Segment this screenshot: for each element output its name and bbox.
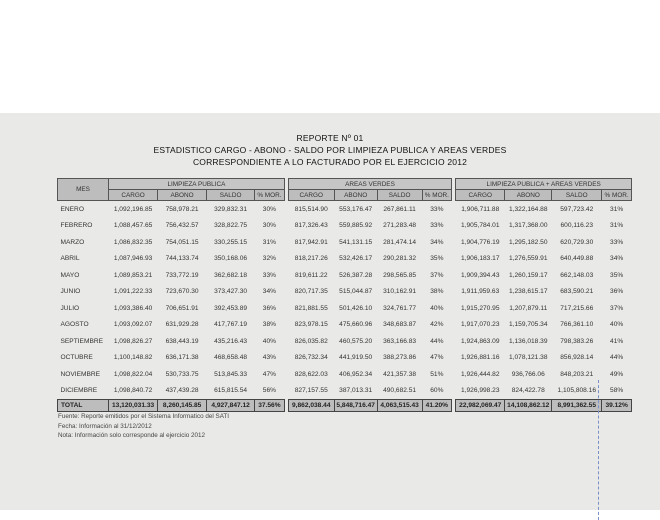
subheader-cargo: CARGO: [456, 190, 505, 201]
group-header-av: AREAS VERDES: [288, 179, 451, 190]
month-cell: MARZO: [60, 238, 85, 246]
value-cell: 1,906,711.88: [461, 205, 500, 213]
value-cell: 33%: [262, 271, 276, 279]
value-cell: 827,157.55: [294, 387, 328, 395]
value-cell: 1,087,946.93: [113, 255, 153, 263]
value-cell: 30%: [262, 205, 276, 213]
value-cell: 47%: [430, 354, 444, 362]
value-cell: 4,927,847.12: [207, 400, 255, 412]
value-cell: 267,861.11: [383, 205, 416, 213]
value-cell: 798,383.26: [560, 337, 594, 345]
value-cell: 34%: [262, 288, 276, 296]
value-cell: 826,732.34: [294, 354, 328, 362]
value-cell: 42%: [430, 321, 444, 329]
report-title: ESTADISTICO CARGO - ABONO - SALDO POR LIMPIEZA PUBLICA Y AREAS VERDES: [153, 145, 507, 155]
value-cell: 1,926,881.16: [461, 354, 500, 362]
value-cell: 1,317,368.00: [508, 222, 548, 230]
value-cell: 1,915,270.95: [461, 304, 500, 312]
subheader-abono: ABONO: [334, 190, 377, 201]
value-cell: 290,281.32: [383, 255, 417, 263]
value-cell: 35%: [430, 255, 444, 263]
value-cell: 1,089,853.21: [113, 271, 153, 279]
value-cell: 44%: [430, 337, 444, 345]
group-header-lp: LIMPIEZA PUBLICA: [109, 179, 285, 190]
value-cell: 33%: [430, 205, 444, 213]
value-cell: 14,108,862.12: [505, 400, 552, 412]
value-cell: 40%: [262, 337, 276, 345]
value-cell: 475,660.96: [339, 321, 373, 329]
value-cell: 1,086,832.35: [113, 238, 153, 246]
value-cell: 826,035.82: [294, 337, 328, 345]
value-cell: 392,453.89: [214, 304, 248, 312]
value-cell: 1,093,092.07: [113, 321, 153, 329]
value-cell: 1,098,826.27: [113, 337, 153, 345]
value-cell: 41%: [610, 337, 624, 345]
value-cell: 60%: [430, 387, 444, 395]
value-cell: 34%: [610, 255, 624, 263]
value-cell: 271,283.48: [383, 222, 417, 230]
value-cell: 1,917,070.23: [461, 321, 500, 329]
value-cell: 723,670.30: [165, 288, 199, 296]
value-cell: 717,215.66: [560, 304, 594, 312]
value-cell: 754,051.15: [165, 238, 199, 246]
value-cell: 435,216.43: [214, 337, 248, 345]
value-cell: 1,088,457.65: [113, 222, 153, 230]
value-cell: 40%: [430, 304, 444, 312]
month-cell: JULIO: [60, 304, 80, 312]
value-cell: 33%: [430, 222, 444, 230]
month-cell: ABRIL: [60, 255, 80, 263]
value-cell: 324,761.77: [383, 304, 417, 312]
value-cell: 683,590.21: [560, 288, 594, 296]
value-cell: 468,658.48: [214, 354, 248, 362]
value-cell: 662,148.03: [560, 271, 594, 279]
subheader-saldo: SALDO: [207, 190, 255, 201]
table-row: [58, 317, 632, 334]
value-cell: 43%: [262, 354, 276, 362]
value-cell: 1,093,386.40: [113, 304, 153, 312]
value-cell: 821,881.55: [294, 304, 328, 312]
value-cell: 49%: [610, 370, 624, 378]
received-stamp: [598, 380, 660, 520]
value-cell: 40%: [610, 321, 624, 329]
value-cell: 9,862,038.44: [288, 400, 334, 412]
value-cell: 38%: [262, 321, 276, 329]
value-cell: 1,926,998.23: [461, 387, 500, 395]
value-cell: 22,982,069.47: [456, 400, 505, 412]
subheader-mor: % MOR.: [602, 190, 632, 201]
value-cell: 363,166.83: [383, 337, 417, 345]
value-cell: 38%: [430, 288, 444, 296]
subheader-abono: ABONO: [158, 190, 207, 201]
value-cell: 553,176.47: [339, 205, 373, 213]
value-cell: 513,845.33: [214, 370, 248, 378]
value-cell: 1,276,559.91: [508, 255, 548, 263]
month-cell: TOTAL: [58, 400, 109, 412]
table-row: [58, 300, 632, 317]
value-cell: 31%: [262, 238, 276, 246]
table-row: [58, 251, 632, 268]
value-cell: 819,611.22: [295, 271, 328, 279]
value-cell: 329,832.31: [214, 205, 248, 213]
table-row: [58, 284, 632, 301]
value-cell: 600,116.23: [560, 222, 593, 230]
note-remark: Nota: Información solo corresponde al ejercicio 2012: [58, 432, 206, 439]
value-cell: 1,238,615.17: [508, 288, 548, 296]
value-cell: 615,815.54: [214, 387, 248, 395]
value-cell: 640,449.88: [560, 255, 594, 263]
month-cell: ENERO: [60, 205, 84, 213]
value-cell: 373,427.30: [214, 288, 248, 296]
value-cell: 362,682.18: [214, 271, 248, 279]
value-cell: 756,432.57: [165, 222, 199, 230]
value-cell: 39.12%: [602, 400, 632, 412]
value-cell: 530,733.75: [165, 370, 199, 378]
month-cell: SEPTIEMBRE: [60, 337, 104, 345]
value-cell: 47%: [262, 370, 276, 378]
value-cell: 460,575.20: [339, 337, 373, 345]
value-cell: 35%: [610, 271, 624, 279]
value-cell: 733,772.19: [165, 271, 199, 279]
value-cell: 41.20%: [422, 400, 452, 412]
value-cell: 36%: [262, 304, 276, 312]
value-cell: 490,682.51: [383, 387, 417, 395]
value-cell: 758,978.21: [165, 205, 199, 213]
table-row: [58, 366, 632, 383]
value-cell: 828,622.03: [294, 370, 328, 378]
value-cell: 526,387.28: [339, 271, 373, 279]
value-cell: 1,207,879.11: [509, 304, 548, 312]
value-cell: 31%: [610, 205, 624, 213]
value-cell: 31%: [610, 222, 624, 230]
table-row: [58, 234, 632, 251]
value-cell: 848,203.21: [560, 370, 594, 378]
value-cell: 298,565.85: [383, 271, 417, 279]
value-cell: 1,098,822.04: [113, 370, 153, 378]
value-cell: 1,078,121.38: [508, 354, 548, 362]
value-cell: 350,168.06: [214, 255, 248, 263]
month-cell: JUNIO: [60, 288, 81, 296]
value-cell: 824,422.78: [511, 387, 545, 395]
value-cell: 8,260,145.85: [158, 400, 207, 412]
value-cell: 33%: [610, 238, 624, 246]
value-cell: 597,723.42: [560, 205, 594, 213]
month-cell: MAYO: [60, 271, 80, 279]
value-cell: 638,443.19: [165, 337, 199, 345]
note-date: Fecha: Información al 31/12/2012: [58, 422, 152, 430]
value-cell: 330,255.15: [214, 238, 248, 246]
value-cell: 13,120,031.33: [109, 400, 158, 412]
value-cell: 51%: [430, 370, 444, 378]
value-cell: 856,928.14: [560, 354, 594, 362]
value-cell: 437,439.28: [165, 387, 199, 395]
table-row: [58, 333, 632, 350]
report-subtitle: CORRESPONDIENTE A LO FACTURADO POR EL EJERCICIO 2012: [192, 157, 468, 167]
value-cell: 636,171.38: [165, 354, 199, 362]
value-cell: 348,683.87: [383, 321, 417, 329]
value-cell: 541,131.15: [339, 238, 373, 246]
value-cell: 4,063,515.43: [377, 400, 422, 412]
value-cell: 37%: [430, 271, 444, 279]
subheader-mor: % MOR.: [422, 190, 452, 201]
month-cell: DICIEMBRE: [60, 387, 98, 395]
value-cell: 501,426.10: [339, 304, 373, 312]
value-cell: 1,091,222.33: [113, 288, 153, 296]
value-cell: 1,924,863.09: [461, 337, 500, 345]
footnotes: [58, 412, 229, 441]
value-cell: 559,885.92: [339, 222, 373, 230]
value-cell: 817,942.91: [294, 238, 328, 246]
value-cell: 620,729.30: [560, 238, 594, 246]
value-cell: 817,326.43: [294, 222, 328, 230]
value-cell: 1,926,444.82: [461, 370, 500, 378]
subheader-saldo: SALDO: [377, 190, 422, 201]
value-cell: 32%: [262, 255, 276, 263]
value-cell: 281,474.14: [383, 238, 417, 246]
value-cell: 1,136,018.39: [508, 337, 548, 345]
table-row: [58, 350, 632, 367]
group-header-total: LIMPIEZA PUBLICA + AREAS VERDES: [456, 179, 632, 190]
mes-header: MES: [58, 179, 109, 201]
value-cell: 37.56%: [255, 400, 285, 412]
report-number: REPORTE Nº 01: [296, 133, 364, 143]
value-cell: 1,295,182.50: [508, 238, 548, 246]
value-cell: 44%: [610, 354, 624, 362]
value-cell: 1,260,159.17: [508, 271, 548, 279]
value-cell: 1,092,196.85: [113, 205, 153, 213]
value-cell: 515,044.87: [339, 288, 373, 296]
value-cell: 532,426.17: [339, 255, 373, 263]
value-cell: 441,919.50: [339, 354, 373, 362]
value-cell: 387,013.31: [339, 387, 373, 395]
table-row: [58, 201, 632, 218]
value-cell: 1,100,148.82: [113, 354, 153, 362]
value-cell: 421,357.38: [383, 370, 417, 378]
value-cell: 818,217.26: [294, 255, 328, 263]
note-source: Fuente: Reporte emitidos por el Sistema Informatico del SATI: [58, 413, 230, 420]
value-cell: 631,929.28: [165, 321, 199, 329]
value-cell: 417,767.19: [214, 321, 248, 329]
value-cell: 388,273.86: [383, 354, 417, 362]
value-cell: 58%: [610, 387, 624, 395]
value-cell: 36%: [610, 288, 624, 296]
value-cell: 815,514.90: [294, 205, 328, 213]
value-cell: 1,159,705.34: [508, 321, 548, 329]
value-cell: 30%: [262, 222, 276, 230]
month-cell: OCTUBRE: [60, 354, 93, 362]
value-cell: 1,322,164.88: [508, 205, 548, 213]
value-cell: 820,717.35: [294, 288, 328, 296]
value-cell: 37%: [610, 304, 624, 312]
value-cell: 1,904,776.19: [461, 238, 500, 246]
subheader-mor: % MOR.: [255, 190, 285, 201]
report-table: [57, 178, 632, 412]
month-cell: FEBRERO: [60, 222, 93, 230]
month-cell: NOVIEMBRE: [60, 370, 101, 378]
subheader-cargo: CARGO: [288, 190, 334, 201]
value-cell: 1,911,959.63: [461, 288, 500, 296]
value-cell: 56%: [262, 387, 276, 395]
value-cell: 5,848,716.47: [334, 400, 377, 412]
subheader-cargo: CARGO: [109, 190, 158, 201]
table-row: [58, 383, 632, 400]
total-row: [58, 400, 632, 412]
value-cell: 1,905,784.01: [461, 222, 500, 230]
value-cell: 766,361.10: [560, 321, 594, 329]
value-cell: 706,651.91: [165, 304, 199, 312]
value-cell: 1,906,183.17: [461, 255, 500, 263]
value-cell: 1,098,840.72: [113, 387, 153, 395]
value-cell: 406,952.34: [339, 370, 373, 378]
subheader-abono: ABONO: [505, 190, 552, 201]
value-cell: 1,909,394.43: [461, 271, 500, 279]
value-cell: 328,822.75: [214, 222, 248, 230]
subheader-saldo: SALDO: [552, 190, 602, 201]
table-row: [58, 218, 632, 235]
month-cell: AGOSTO: [60, 321, 89, 329]
value-cell: 936,766.06: [511, 370, 545, 378]
value-cell: 8,991,362.55: [552, 400, 602, 412]
value-cell: 34%: [430, 238, 444, 246]
value-cell: 310,162.91: [383, 288, 417, 296]
value-cell: 1,105,808.16: [557, 387, 596, 395]
value-cell: 823,978.15: [294, 321, 328, 329]
table-row: [58, 267, 632, 284]
value-cell: 744,133.74: [165, 255, 199, 263]
